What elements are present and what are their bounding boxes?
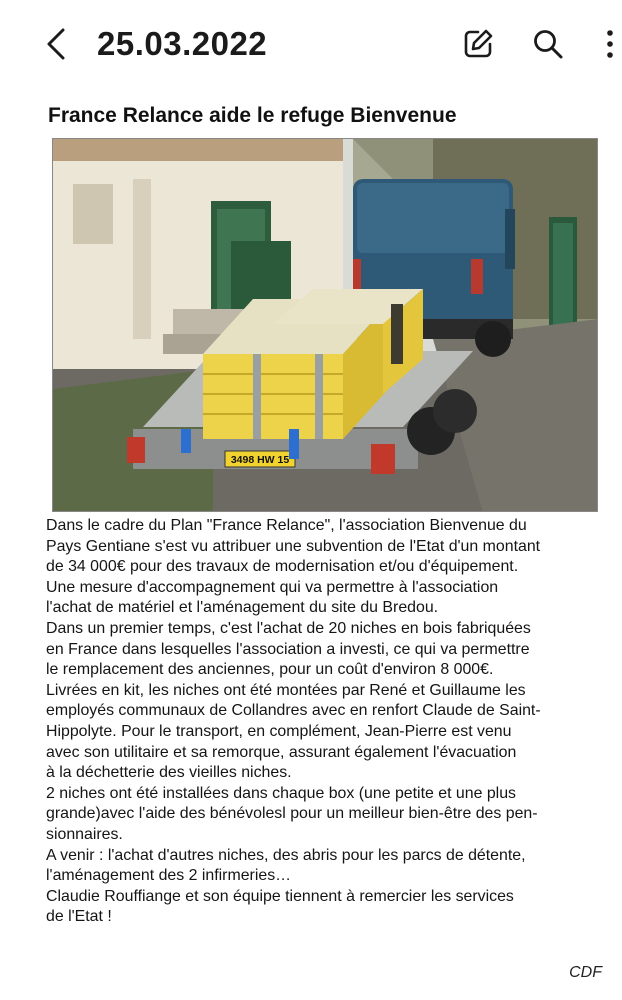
article-paragraph: Livrées en kit, les niches ont été montées par René et Guillaume les employés communaux de Collandres avec en renfort Claude de Saint- Hippolyte. Pour le transport, en complément, Jean-Pierre est venu avec son utilitaire et sa remorque, assurant également l'évacuation à la déchetterie des vieilles niches. [46,681,541,782]
article-paragraph: Claudie Rouffiange et son équipe tiennent à remercier les services de l'Etat ! [46,887,514,926]
article-body [46,516,606,928]
back-button[interactable] [34,22,78,66]
author-credit: CDF [569,964,602,981]
photo-trailer-with-kennels [53,139,598,512]
article-paragraph: Dans le cadre du Plan "France Relance", l'association Bienvenue du Pays Gentiane s'est vu attribuer une subvention de l'Etat d'un montant de 34 000€ pour des travaux de modernisation et/ou d'équipement. Une mesure d'accompagnement qui va permettre à l'association l'achat de matériel et l'aménagement du site du Bredou. [46,517,541,617]
article-paragraph: A venir : l'achat d'autres niches, des abris pour les parcs de détente, l'aménagement des 2 infirmeries… [46,846,526,885]
article-photo [52,138,598,512]
edit-button[interactable] [456,22,500,66]
page-title: 25.03.2022 [97,25,268,62]
top-app-bar [0,0,622,88]
search-button[interactable] [526,22,570,66]
more-options-button[interactable] [590,22,622,66]
article-paragraph: 2 niches ont été installées dans chaque box (une petite et une plus grande)avec l'aide des bénévolesl pour un meilleur bien-être des pen- sionnaires. [46,784,538,843]
chevron-left-icon [43,27,69,61]
article-page [0,88,622,1000]
search-icon [531,27,565,61]
license-plate: 3498 HW 15 [230,454,290,466]
more-vertical-icon [605,27,615,61]
article-paragraph: Dans un premier temps, c'est l'achat de 20 niches en bois fabriquées en France dans lesquelles l'association a investi, ce qui va permettre le remplacement des anciennes, pour un coût d'environ 8 000€. [46,619,531,679]
edit-note-icon [461,27,495,61]
article-headline: France Relance aide le refuge Bienvenue [48,104,457,127]
